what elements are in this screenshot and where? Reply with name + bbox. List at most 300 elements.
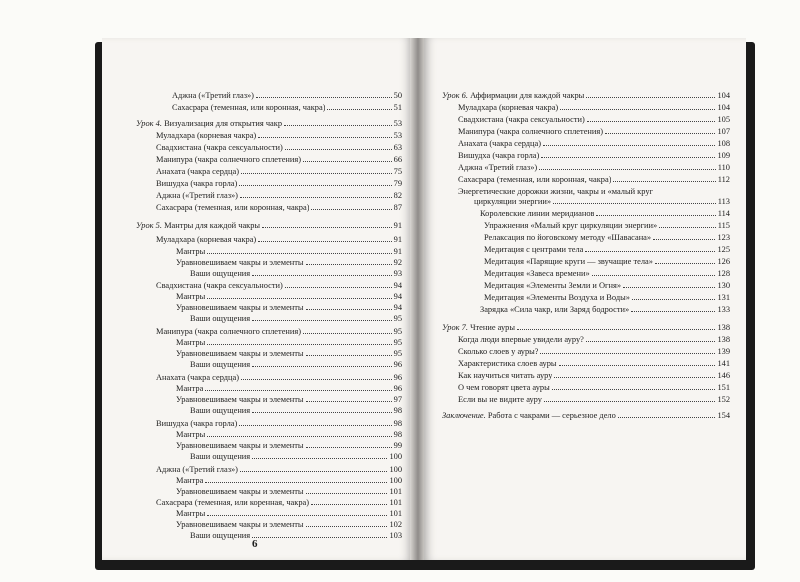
dot-leader [205,383,391,391]
toc-page-number: 101 [389,509,402,518]
toc-page-number: 138 [717,335,730,344]
toc-page-number: 151 [717,383,730,392]
toc-entry-title [484,280,621,291]
entry-text: Сахасрара (теменная, или коронная, чакра) [458,175,612,184]
toc-entry-title [176,440,304,451]
toc-entry [458,126,730,137]
dot-leader [618,410,716,418]
toc-page-number: 101 [389,487,402,496]
entry-text: Медитация «Завеса времени» [484,269,590,278]
entry-text: Уравновешиваем чакры и элементы [176,487,304,496]
toc-page-number: 94 [393,281,402,290]
toc-page-number: 114 [717,209,730,218]
toc-entry-title [484,292,630,303]
toc-entry [172,102,402,113]
entry-text: Муладхара (корневая чакра) [458,103,559,112]
toc-entry-title [458,126,603,137]
toc-entry [176,383,402,394]
toc-page-number: 110 [717,163,730,172]
toc-page-number: 152 [717,395,730,404]
toc-page-number: 100 [389,465,402,474]
toc-page-number: 126 [717,257,730,266]
dot-leader [653,232,715,240]
toc-entry [176,429,402,440]
toc-lesson-entry [136,220,402,231]
dot-leader [252,451,387,459]
entry-text: Упражнения «Малый круг циркуляции энергии» [484,221,658,230]
toc-entry [458,138,730,149]
toc-entry-title [156,202,309,213]
toc-entry-title [156,464,238,475]
dot-leader [262,220,392,228]
toc-entry-title [156,154,301,165]
dot-leader [205,475,387,483]
toc-page-number: 98 [393,406,402,415]
toc-entry-title [458,174,611,185]
dot-leader [559,358,716,366]
toc-entry-title [484,232,651,243]
toc-page-number: 146 [717,371,730,380]
toc-entry [156,190,402,201]
dot-leader [306,302,392,310]
toc-entry [458,102,730,113]
toc-page-number: 53 [393,119,402,128]
dot-leader [239,178,391,186]
dot-leader [207,337,391,345]
toc-page-number: 75 [393,167,402,176]
lesson-label: Урок 6. [442,91,468,100]
toc-entry-title [172,102,325,113]
dot-leader [306,519,388,527]
dot-leader [540,346,715,354]
entry-text: Зарядка «Сила чакр, или Заряд бодрости» [480,305,630,314]
lesson-label: Заключение. [442,411,486,420]
entry-text: Вишудха (чакра горла) [156,419,238,428]
dot-leader [256,90,392,98]
dot-leader [207,246,391,254]
toc-entry [484,292,730,303]
dot-leader [587,114,716,122]
entry-text: Свадхистана (чакра сексуальности) [156,143,283,152]
toc-entry [484,256,730,267]
entry-text: Ваши ощущения [190,406,251,415]
entry-text: Уравновешиваем чакры и элементы [176,395,304,404]
entry-text: Уравновешиваем чакры и элементы [176,441,304,450]
dot-leader [252,313,391,321]
entry-text: Ваши ощущения [190,269,251,278]
toc-entry-title [156,418,237,429]
toc-page-number: 104 [717,91,730,100]
dot-leader [258,234,391,242]
toc-page-number: 98 [393,430,402,439]
toc-entry [176,440,402,451]
entry-text: Уравновешиваем чакры и элементы [176,258,304,267]
dot-leader [585,244,715,252]
toc-entry [176,291,402,302]
toc-entry-title [190,530,250,541]
entry-text: О чем говорят цвета ауры [458,383,550,392]
toc-entry [156,234,402,245]
toc-entry [156,130,402,141]
toc-entry-title [484,256,653,267]
toc-lesson-entry [442,410,730,421]
toc-entry-title [458,358,557,369]
dot-leader [596,208,715,216]
toc-entry [156,166,402,177]
dot-leader [306,394,392,402]
toc-page-number: 108 [717,139,730,148]
toc-entry [176,519,402,530]
toc-page-number: 66 [393,155,402,164]
entry-text: Анахата (чакра сердца) [156,167,240,176]
toc-entry-title [458,102,558,113]
entry-text: Медитация «Элементы Воздуха и Воды» [484,293,630,302]
toc-entry-title [474,196,551,207]
toc-page-number: 87 [393,203,402,212]
toc-entry [190,268,402,279]
entry-text: Как научиться читать ауру [458,371,553,380]
toc-entry-title [156,372,239,383]
entry-text: Мантры для каждой чакры [164,221,261,230]
toc-entry-title [176,394,304,405]
dot-leader [252,405,391,413]
toc-entry-title [458,334,584,345]
toc-entry-title [480,304,629,315]
toc-entry [458,162,730,173]
toc-page-number: 95 [393,349,402,358]
dot-leader [659,220,716,228]
toc-entry-title [156,142,283,153]
toc-page-number: 91 [393,247,402,256]
entry-text: Работа с чакрами — серьезное дело [487,411,616,420]
dot-leader [311,202,391,210]
toc-entry-title [190,359,250,370]
toc-page-number: 133 [717,305,730,314]
toc-entry-title [176,337,205,348]
toc-page-number: 99 [393,441,402,450]
entry-text: Аффирмации для каждой чакры [470,91,585,100]
toc-entry [458,346,730,357]
dot-leader [541,150,715,158]
toc-entry [176,257,402,268]
entry-text: Характеристика слоев ауры [458,359,557,368]
entry-text: Мантры [176,509,206,518]
toc-entry-title [176,519,304,530]
toc-entry [176,486,402,497]
toc-entry-title [458,114,585,125]
dot-leader [586,334,716,342]
entry-text: Мантры [176,292,206,301]
toc-entry [176,508,402,519]
toc-entry [176,302,402,313]
dot-leader [560,102,715,110]
entry-text: Уравновешиваем чакры и элементы [176,349,304,358]
dot-leader [517,322,715,330]
entry-text: Анахата (чакра сердца) [156,373,240,382]
toc-entry-title [484,244,583,255]
dot-leader [655,256,716,264]
toc-page-number: 98 [393,419,402,428]
dot-leader [303,326,392,334]
toc-entry [458,114,730,125]
toc-entry [156,178,402,189]
toc-entry [176,246,402,257]
toc-page-number: 141 [717,359,730,368]
dot-leader [285,280,392,288]
entry-text: Мантра [176,384,204,393]
left-page [102,38,412,560]
toc-entry-title [484,268,590,279]
toc-entry-title [458,346,538,357]
dot-leader [539,162,716,170]
toc-entry-title [156,280,283,291]
toc-entry-title [442,410,616,421]
toc-page-number: 100 [389,452,402,461]
entry-text: Медитация «Элементы Земли и Огня» [484,281,622,290]
toc-entry [176,394,402,405]
toc-entry [484,232,730,243]
dot-leader [241,166,392,174]
toc-entry-title [176,246,205,257]
toc-page-number: 53 [393,131,402,140]
dot-leader [586,90,715,98]
entry-text: Свадхистана (чакра сексуальности) [156,281,283,290]
entry-text: Манипура (чакра солнечного сплетения) [156,327,302,336]
toc-page-number: 51 [393,103,402,112]
entry-text: Сколько слоев у ауры? [458,347,539,356]
dot-leader [258,130,391,138]
toc-entry [458,150,730,161]
toc-page-number: 94 [393,303,402,312]
toc-entry [484,280,730,291]
dot-leader [240,464,387,472]
toc-entry [156,154,402,165]
toc-entry [458,174,730,185]
toc-entry [484,220,730,231]
toc-page-number: 79 [393,179,402,188]
toc-page-number: 130 [717,281,730,290]
entry-text: Сахасрара (теменная, или коронная, чакра) [156,203,310,212]
dot-leader [252,359,391,367]
toc-page-number: 104 [717,103,730,112]
toc-page-number: 103 [389,531,402,540]
toc-page-number: 97 [393,395,402,404]
entry-text: Релаксация по йоговскому методу «Шавасана» [484,233,652,242]
toc-entry [474,196,730,207]
dot-leader [241,372,392,380]
toc-page-number: 82 [393,191,402,200]
dot-leader [252,268,391,276]
dot-leader [240,190,392,198]
toc-entry [156,280,402,291]
toc-entry [190,451,402,462]
toc-page-number: 109 [717,151,730,160]
entry-text: Медитация «Парящие круги — звучащие тела» [484,257,653,266]
dot-leader [327,102,391,110]
toc-page-number: 95 [393,327,402,336]
toc-entry [156,326,402,337]
dot-leader [284,118,392,126]
entry-text: Энергетические дорожки жизни, чакры и «малый круг [458,187,653,196]
dot-leader [306,486,388,494]
toc-page-number: 96 [393,360,402,369]
toc-entry-title [458,150,539,161]
entry-text: Ваши ощущения [190,452,251,461]
toc-entry [176,475,402,486]
toc-entry-title [156,497,309,508]
entry-text: Визуализация для открытия чакр [164,119,283,128]
entry-text: Мантры [176,338,206,347]
toc-entry-title [442,90,584,101]
toc-entry-title [458,370,552,381]
entry-text: циркуляции энергии» [474,197,552,206]
toc-page-number: 91 [393,221,402,230]
entry-text: Вишудха (чакра горла) [458,151,540,160]
dot-leader [311,497,387,505]
entry-text: Муладхара (корневая чакра) [156,235,257,244]
dot-leader [306,440,392,448]
toc-entry-title [176,429,205,440]
dot-leader [207,508,387,516]
dot-leader [239,418,391,426]
toc-page-number: 96 [393,373,402,382]
dot-leader [605,126,715,134]
toc-entry [480,208,730,219]
dot-leader [553,196,716,204]
toc-entry-title [136,118,282,129]
toc-entry-title [458,382,550,393]
entry-text: Сахасрара (теменная, или коронная, чакра) [172,103,326,112]
toc-entry-title [176,257,304,268]
toc-entry [458,394,730,405]
toc-page-number: 115 [717,221,730,230]
toc-entry [458,370,730,381]
toc-page-number: 101 [389,498,402,507]
toc-entry-title [156,178,237,189]
dot-leader [544,394,715,402]
toc-entry [156,464,402,475]
toc-entry [484,268,730,279]
toc-entry-title [190,268,250,279]
toc-entry-title [176,348,304,359]
entry-text: Уравновешиваем чакры и элементы [176,303,304,312]
entry-text: Аджна («Третий глаз») [172,91,254,100]
entry-text: Мантры [176,247,206,256]
entry-text: Мантры [176,430,206,439]
toc-page-number: 96 [393,384,402,393]
toc-entry-title [136,220,260,231]
toc-entry [458,334,730,345]
toc-lesson-entry [136,118,402,129]
dot-leader [303,154,392,162]
toc-page-number: 92 [393,258,402,267]
dot-leader [306,257,392,265]
toc-entry-title [458,138,541,149]
toc-entry-title [176,508,205,519]
dot-leader [207,291,391,299]
toc-entry [156,418,402,429]
toc-page-number: 50 [393,91,402,100]
toc-page-number: 123 [717,233,730,242]
toc-entry [190,359,402,370]
toc-entry [156,372,402,383]
toc-lesson-entry [442,322,730,333]
dot-leader [623,280,715,288]
toc-page-number: 94 [393,292,402,301]
toc-page-number: 131 [717,293,730,302]
toc-entry-title [176,486,304,497]
page-number: 6 [252,538,258,550]
entry-text: Аджна («Третий глаз») [156,465,238,474]
toc-entry-title [156,326,301,337]
entry-text: Манипура (чакра солнечного сплетения) [156,155,302,164]
toc-entry [176,348,402,359]
toc-entry-title [172,90,254,101]
entry-text: Манипура (чакра солнечного сплетения) [458,127,604,136]
toc-page-number: 100 [389,476,402,485]
toc-entry [176,337,402,348]
dot-leader [631,304,715,312]
lesson-label: Урок 4. [136,119,162,128]
toc-entry-title [156,234,256,245]
entry-text: Королевские линии меридианов [480,209,595,218]
toc-entry-title [156,190,238,201]
toc-page-number: 102 [389,520,402,529]
entry-text: Анахата (чакра сердца) [458,139,542,148]
lesson-label: Урок 7. [442,323,468,332]
toc-entry [190,405,402,416]
toc-entry-title [480,208,594,219]
toc-entry-title [176,291,205,302]
toc-entry-title [176,383,203,394]
right-page [424,38,746,560]
entry-text: Ваши ощущения [190,314,251,323]
toc-entry [480,304,730,315]
toc-entry-title [458,394,542,405]
dot-leader [207,429,391,437]
dot-leader [613,174,715,182]
entry-text: Аджна («Третий глаз») [156,191,238,200]
toc-page-number: 112 [717,175,730,184]
toc-page-number: 125 [717,245,730,254]
entry-text: Если вы не видите ауру [458,395,542,404]
toc-entry-title [176,302,304,313]
entry-text: Муладхара (корневая чакра) [156,131,257,140]
dot-leader [632,292,716,300]
toc-entry [156,202,402,213]
entry-text: Ваши ощущения [190,360,251,369]
entry-text: Сахасрара (теменная, или коренная, чакра) [156,498,310,507]
toc-entry-title [176,475,203,486]
toc-entry [172,90,402,101]
toc-page-number: 95 [393,314,402,323]
entry-text: Уравновешиваем чакры и элементы [176,520,304,529]
entry-text: Медитация с центрами тела [484,245,584,254]
toc-entry [484,244,730,255]
toc-entry [156,142,402,153]
lesson-label: Урок 5. [136,221,162,230]
entry-text: Свадхистана (чакра сексуальности) [458,115,585,124]
toc-entry-title [156,130,256,141]
entry-text: Ваши ощущения [190,531,251,540]
dot-leader [543,138,715,146]
toc-lesson-entry [442,90,730,101]
toc-page-number: 138 [717,323,730,332]
entry-text: Аджна «Третий глаз») [458,163,538,172]
entry-text: Вишудха (чакра горла) [156,179,238,188]
toc-page-number: 91 [393,235,402,244]
toc-page-number: 93 [393,269,402,278]
